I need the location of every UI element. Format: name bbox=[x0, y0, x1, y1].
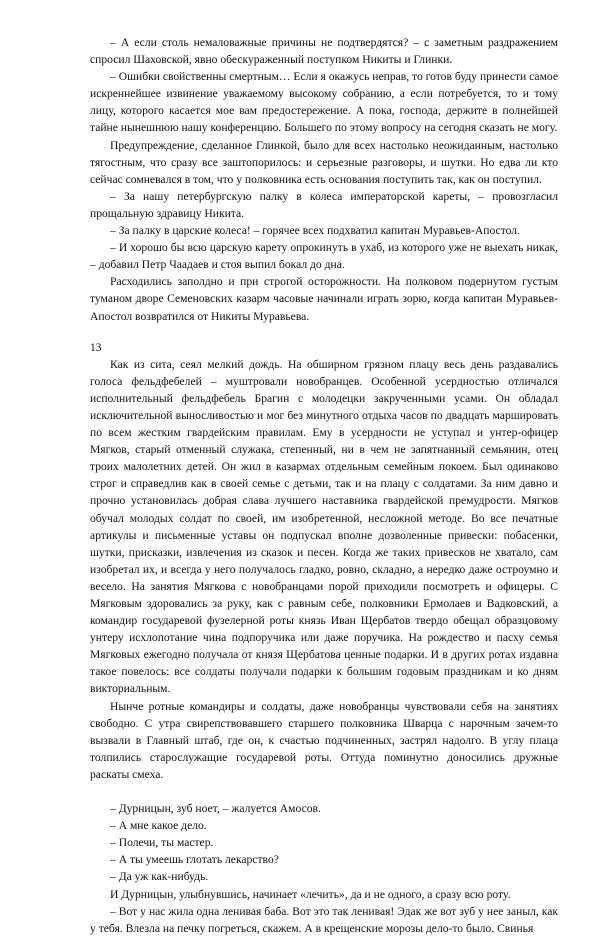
section-continuation bbox=[90, 34, 558, 325]
chapter-number: 13 bbox=[90, 340, 102, 354]
dialogue-line: – Дурницын, зуб ноет, – жалуется Амосов. bbox=[110, 802, 321, 816]
blank-line bbox=[90, 783, 558, 800]
paragraph: – Ошибки свойственны смертным… Если я окажусь неправ, то готов буду принести самое искреннейшее извинение уважаемому высокому собранию, а если потребуется, то и тому лицу, которого касается мое вам предостережение. А пока, господа, держите в полнейшей тайне нынешнюю нашу конференцию. Большего по этому вопросу на сегодня сказать не могу. bbox=[90, 70, 558, 135]
paragraph: Нынче ротные командиры и солдаты, даже новобранцы чувствовали себя на занятиях свободно. С утра свирепствовавшего старшего полковника Шварца с нарочным зачем-то вызвали в Главный штаб, где он, к счастью подчиненных, застрял надолго. В углу плаца толпились старослужащие государевой роты. Оттуда поминутно доносились дружные раскаты смеха. bbox=[90, 699, 558, 781]
dialogue bbox=[90, 800, 558, 937]
paragraph: – А если столь немаловажные причины не подтвердятся? – с заметным раздражением спросил Шаховской, явно обескураженный поступком Никиты и Глинки. bbox=[90, 36, 558, 67]
dialogue-line: – А ты умеешь глотать лекарство? bbox=[110, 853, 279, 867]
paragraph: – За нашу петербургскую палку в колеса императорской кареты, – провозгласил прощальную здравицу Никита. bbox=[90, 189, 558, 220]
dialogue-line: – Полечи, ты мастер. bbox=[110, 836, 214, 850]
paragraph: Расходились заполдно и при строгой осторожности. На полковом подернутом густым туманом дворе Семеновских казарм часовые начинали играть зорю, когда капитан Муравьев-Апостол возвратился от Никиты Муравьева. bbox=[90, 275, 558, 323]
chapter-body bbox=[90, 356, 558, 783]
paragraph: И Дурницын, улыбнувшись, начинает «лечить», да и не одного, а сразу всю роту. bbox=[110, 887, 511, 901]
paragraph: – И хорошо бы всю царскую карету опрокинуть в ухаб, из которого уже не выехать никак, – добавил Петр Чаадаев и стоя выпил бокал до дна. bbox=[90, 241, 558, 272]
paragraph: – За палку в царские колеса! – горячее всех подхватил капитан Муравьев-Апостол. bbox=[110, 224, 520, 238]
dialogue-line: – А мне какое дело. bbox=[110, 819, 207, 833]
paragraph: Предупреждение, сделанное Глинкой, было для всех настолько неожиданным, настолько тягостным, что сразу все заштопорилось: и серьезные разговоры, и шутки. Но едва ли кто сейчас сомневался в том, что у полковника есть основания поступить так, как он поступил. bbox=[90, 138, 558, 186]
paragraph: Как из сита, сеял мелкий дождь. На обширном грязном плацу весь день раздавались голоса фельдфебелей – муштровали новобранцев. Особенной усердностью отличался исполнительный фельдфебель Брагин с молодецки закрученными усами. Он обладал исключительной выносливостью и мог без минутного отдыха часов по двадцать маршировать по всем жестким гвардейским правилам. Ему в усердности не уступал и унтер-офицер Мягков, старый отменный служака, степенный, ни в чем не запятнанный семьянин, отец троих малолетних детей. Он жил в казармах отдельным семейным покоем. Был одинаково строг и справедлив как в своей семье с детьми, так и на плацу с солдатами. За ним давно и прочно установилась добрая слава лучшего наставника гвардейской премудрости. Мягков обучал молодых солдат по своей, им изобретенной, несложной методе. Во все печатные артикулы и письменные уставы он подпускал вполне дозволенные привески: побасенки, шутки, присказки, извлечения из сказок и песен. Когда же таких привесков не хватало, сам изобретал их, и всегда у него получалось гладко, ровно, складно, а нередко даже остроумно и весело. На занятия Мягкова с новобранцами порой приходили посмотреть и офицеры. С Мягковым здоровались за руку, как с равным себе, полковники Ермолаев и Вадковский, а командир государевой фузелерной роты князь Иван Щербатов твердо обещал образцовому унтеру исхлопотание чина подпоручика или даже поручика. На рождество и пасху семья Мягковых ежегодно получала от князя Щербатова ценные подарки. И в других ротах издавна такое повелось: все солдаты получали подарки к большим годовым праздникам и ко дням викториальным. bbox=[90, 357, 558, 696]
dialogue-line: – Да уж как-нибудь. bbox=[110, 870, 209, 884]
paragraph: – Вот у нас жила одна ленивая баба. Вот это так ленивая! Эдак же вот зуб у нее заныл, как у тебя. Влезла на печку погреться, скажем. А в крещенские морозы дело-то было. Свинья bbox=[90, 904, 558, 935]
